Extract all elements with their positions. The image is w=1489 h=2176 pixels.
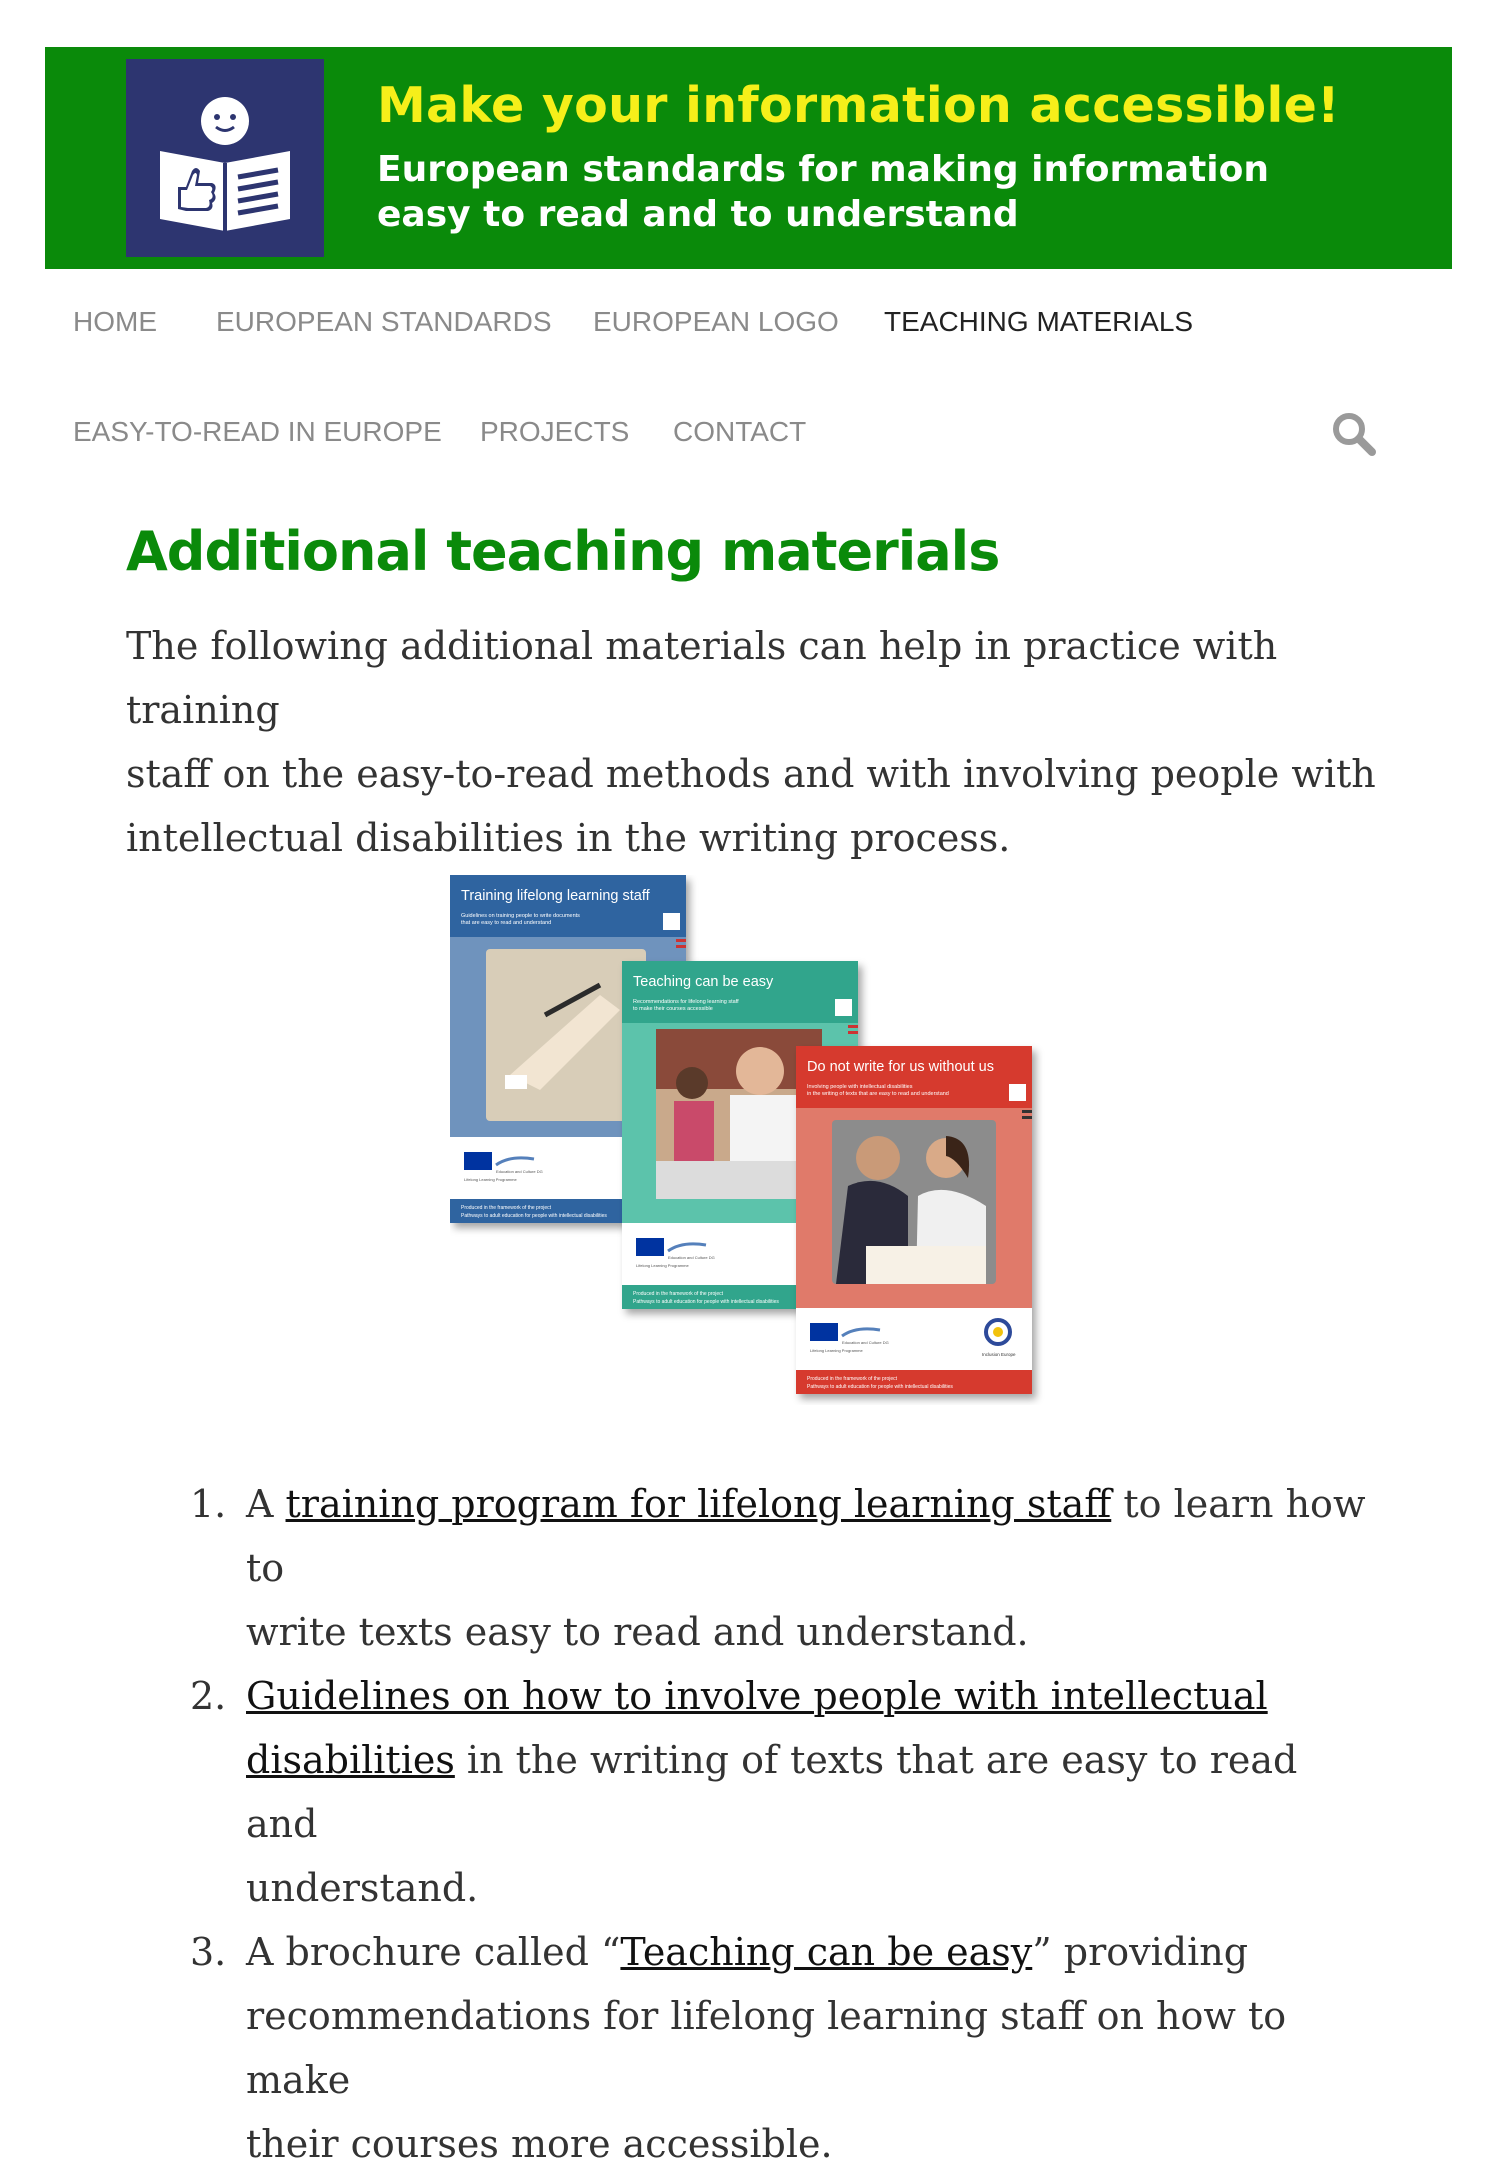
cover2-footer2: Pathways to adult education for people with intellectual disabilities (633, 1299, 779, 1305)
nav-contact[interactable]: CONTACT (673, 416, 807, 447)
nav-european-standards[interactable]: EUROPEAN STANDARDS (216, 306, 552, 337)
cover2-eu-flag-icon (636, 1238, 664, 1256)
cover3-eu-line1: Education and Culture DG (842, 1340, 889, 1345)
cover1-footer2: Pathways to adult education for people with intellectual disabilities (461, 1213, 607, 1219)
list-item (190, 1472, 1380, 1664)
nav-easy-to-read-in-europe[interactable]: EASY-TO-READ IN EUROPE (73, 416, 442, 447)
banner-title: Make your information accessible! (377, 77, 1340, 134)
nav-home[interactable]: HOME (73, 306, 157, 337)
cover3-logo-icon (1009, 1084, 1026, 1101)
cover2-footer1: Produced in the framework of the project (633, 1291, 724, 1297)
cover3-footer2: Pathways to adult education for people with intellectual disabilities (807, 1384, 953, 1390)
brochure-covers-image (450, 875, 1050, 1405)
cover1-eu-line2: Lifelong Learning Programme (464, 1177, 517, 1182)
nav-projects[interactable]: PROJECTS (480, 416, 630, 447)
list-text: their courses more accessible. (246, 2122, 833, 2166)
easy-to-read-logo-icon[interactable] (126, 59, 324, 257)
banner-subtitle-line2: easy to read and to understand (377, 194, 1019, 235)
cover3-footer1: Produced in the framework of the project (807, 1376, 898, 1382)
cover1-eu-line1: Education and Culture DG (496, 1169, 543, 1174)
banner-subtitle (377, 147, 1269, 237)
cover1-subtitle2: that are easy to read and understand (461, 920, 552, 926)
intro-line3: intellectual disabilities in the writing process. (126, 816, 1011, 860)
cover2-title: Teaching can be easy (633, 974, 774, 990)
cover2-logo-icon (835, 999, 852, 1016)
intro-paragraph (126, 614, 1386, 870)
cover2-eu-line2: Lifelong Learning Programme (636, 1263, 689, 1268)
list-text: ” providing (1032, 1930, 1249, 1974)
guidelines-link[interactable]: Guidelines on how to involve people with intellectual (246, 1674, 1268, 1718)
list-number: 3. (190, 1930, 227, 1974)
cover1-footer1: Produced in the framework of the project (461, 1205, 552, 1211)
list-number: 1. (190, 1482, 227, 1526)
cover3-subtitle1: Involving people with intellectual disabilities (807, 1084, 913, 1090)
cover3-title: Do not write for us without us (807, 1059, 994, 1075)
cover3-partner: Inclusion Europe (982, 1352, 1016, 1357)
cover1-logo-icon (663, 913, 680, 930)
intro-line1: The following additional materials can help in practice with training (126, 624, 1278, 732)
search-icon[interactable] (1330, 410, 1378, 458)
site-banner (45, 47, 1452, 269)
cover3-eu-flag-icon (810, 1323, 838, 1341)
list-item (190, 1920, 1380, 2176)
cover1-eu-flag-icon (464, 1152, 492, 1170)
cover2-subtitle2: to make their courses accessible (633, 1006, 713, 1012)
list-text: A brochure called “ (246, 1930, 621, 1974)
banner-subtitle-line1: European standards for making information (377, 149, 1269, 190)
list-text: to learn how to (246, 1482, 1366, 1590)
materials-list (190, 1472, 1380, 2176)
cover3-subtitle2: in the writing of texts that are easy to read and understand (807, 1091, 949, 1097)
cover1-title: Training lifelong learning staff (461, 888, 650, 904)
intro-line2: staff on the easy-to-read methods and with involving people with (126, 752, 1376, 796)
cover1-subtitle1: Guidelines on training people to write documents (461, 913, 580, 919)
page-title: Additional teaching materials (126, 520, 1000, 583)
teaching-can-be-easy-link[interactable]: Teaching can be easy (620, 1930, 1033, 1974)
nav-teaching-materials[interactable]: TEACHING MATERIALS (884, 306, 1194, 337)
cover3-eu-line2: Lifelong Learning Programme (810, 1348, 863, 1353)
list-item (190, 1664, 1380, 1920)
nav-european-logo[interactable]: EUROPEAN LOGO (593, 306, 839, 337)
list-text: A (246, 1482, 286, 1526)
list-text: understand. (246, 1866, 479, 1910)
training-program-link[interactable]: training program for lifelong learning staff (285, 1482, 1112, 1526)
list-text: recommendations for lifelong learning staff on how to make (246, 1994, 1287, 2102)
guidelines-link-continued[interactable]: disabilities (246, 1738, 455, 1782)
cover2-subtitle1: Recommendations for lifelong learning staff (633, 999, 739, 1005)
cover2-eu-line1: Education and Culture DG (668, 1255, 715, 1260)
cover-do-not-write-for-us-without-us (796, 1046, 1032, 1394)
list-text: write texts easy to read and understand. (246, 1610, 1029, 1654)
list-text: in the writing of texts that are easy to read and (246, 1738, 1298, 1846)
list-number: 2. (190, 1674, 227, 1718)
